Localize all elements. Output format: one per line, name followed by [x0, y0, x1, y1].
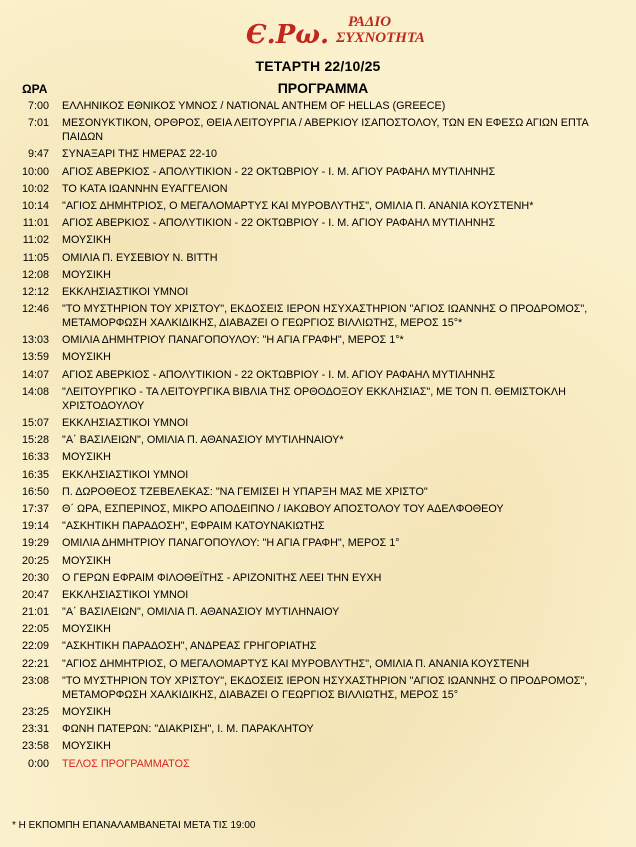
schedule-end-label: ΤΕΛΟΣ ΠΡΟΓΡΑΜΜΑΤΟΣ [62, 757, 190, 770]
schedule-program: ΜΕΣΟΝΥΚΤΙΚΟΝ, ΟΡΘΡΟΣ, ΘΕΙΑ ΛΕΙΤΟΥΡΓΙΑ / ΑΒΕΡΚΙΟΥ ΙΣΑΠΟΣΤΟΛΟΥ, ΤΩΝ ΕΝ ΕΦΕΣΩ ΑΓΙΩΝ ΕΠΤΑ ΠΑΙΔΩΝ [62, 117, 589, 144]
schedule-row [0, 502, 636, 516]
schedule-row [0, 705, 636, 719]
schedule-row [0, 433, 636, 447]
schedule-row [0, 519, 636, 533]
schedule-time: 13:59 [21, 351, 49, 364]
schedule-program: ΜΟΥΣΙΚΗ [62, 706, 111, 718]
schedule-row [0, 216, 636, 230]
footnote: * Η ΕΚΠΟΜΠΗ ΕΠΑΝΑΛΑΜΒΑΝΕΤΑΙ ΜΕΤΑ ΤΙΣ 19:00 [12, 820, 256, 831]
schedule-row [0, 605, 636, 619]
schedule-program: ΤΟ ΚΑΤΑ ΙΩΑΝΝΗΝ ΕΥΑΓΓΕΛΙΟΝ [62, 182, 228, 195]
schedule-time: 7:01 [27, 117, 49, 130]
schedule-program: ΟΜΙΛΙΑ Π. ΕΥΣΕΒΙΟΥ Ν. ΒΙΤΤΗ [62, 251, 218, 264]
schedule-program: ΜΟΥΣΙΚΗ [62, 351, 111, 364]
schedule-program: "ΤΟ ΜΥΣΤΗΡΙΟΝ ΤΟΥ ΧΡΙΣΤΟΥ", ΕΚΔΟΣΕΙΣ ΙΕΡΟΝ ΗΣΥΧΑΣΤΗΡΙΟΝ "ΑΓΙΟΣ ΙΩΑΝΝΗΣ Ο ΠΡΟΔΡΟΜΟΣ", ΜΕΤΑΜΟΡΦΩΣΗ ΧΑΛΚΙΔΙΚΗΣ, ΔΙΑΒΑΖΕΙ Ο ΓΕΩΡΓΙΟΣ ΒΙΛΛΙΩΤΗΣ, ΜΕΡΟΣ 15°* [62, 303, 588, 330]
schedule-row [0, 536, 636, 550]
schedule-row [0, 416, 636, 430]
schedule-row [0, 674, 636, 702]
schedule-program: ΣΥΝΑΞΑΡΙ ΤΗΣ ΗΜΕΡΑΣ 22-10 [62, 148, 218, 161]
schedule-time: 7:00 [27, 100, 49, 112]
schedule-time: 11:02 [22, 234, 49, 247]
schedule-row [0, 385, 636, 413]
schedule-row [0, 622, 636, 636]
schedule-time: 16:33 [21, 451, 49, 464]
schedule-program: ΑΓΙΟΣ ΑΒΕΡΚΙΟΣ - ΑΠΟΛΥΤΙΚΙΟΝ - 22 ΟΚΤΩΒΡΙΟΥ - Ι. Μ. ΑΓΙΟΥ ΡΑΦΑΗΛ ΜΥΤΙΛΗΝΗΣ [62, 217, 496, 230]
schedule-row [0, 468, 636, 482]
schedule-row [0, 165, 636, 179]
schedule-program: "ΑΓΙΟΣ ΔΗΜΗΤΡΙΟΣ, Ο ΜΕΓΑΛΟΜΑΡΤΥΣ ΚΑΙ ΜΥΡΟΒΛΥΤΗΣ", ΟΜΙΛΙΑ Π. ΑΝΑΝΙΑ ΚΟΥΣΤΕΝΗ* [62, 199, 534, 212]
brand-line-2: ΣΥΧΝΟΤΗΤΑ [336, 30, 425, 46]
schedule-time: 20:30 [21, 571, 49, 584]
schedule-program: ΜΟΥΣΙΚΗ [62, 740, 111, 753]
schedule-list [0, 99, 636, 774]
schedule-program: ΟΜΙΛΙΑ ΔΗΜΗΤΡΙΟΥ ΠΑΝΑΓΟΠΟΥΛΟΥ: "Η ΑΓΙΑ ΓΡΑΦΗ", ΜΕΡΟΣ 1°* [62, 334, 404, 347]
schedule-program: Π. ΔΩΡΟΘΕΟΣ ΤΖΕΒΕΛΕΚΑΣ: "ΝΑ ΓΕΜΙΣΕΙ Η ΥΠΑΡΞΗ ΜΑΣ ΜΕ ΧΡΙΣΤΟ" [62, 485, 428, 498]
schedule-row [0, 350, 636, 364]
schedule-row [0, 571, 636, 585]
schedule-program: "ΑΓΙΟΣ ΔΗΜΗΤΡΙΟΣ, Ο ΜΕΓΑΛΟΜΑΡΤΥΣ ΚΑΙ ΜΥΡΟΒΛΥΤΗΣ", ΟΜΙΛΙΑ Π. ΑΝΑΝΙΑ ΚΟΥΣΤΕΝΗ [62, 657, 530, 670]
station-header [0, 6, 636, 54]
brand-line-1: ΡΑΔΙΟ [348, 14, 392, 30]
schedule-time: 15:28 [21, 434, 49, 447]
schedule-row [0, 116, 636, 144]
schedule-time: 22:09 [21, 640, 49, 653]
schedule-row [0, 739, 636, 753]
schedule-time: 16:35 [21, 468, 49, 481]
schedule-row [0, 722, 636, 736]
schedule-time: 21:01 [21, 606, 49, 619]
schedule-time: 10:02 [21, 182, 49, 195]
schedule-program: "Α΄ ΒΑΣΙΛΕΙΩΝ", ΟΜΙΛΙΑ Π. ΑΘΑΝΑΣΙΟΥ ΜΥΤΙΛΗΝΑΙΟΥ [62, 606, 340, 619]
schedule-row [0, 233, 636, 247]
schedule-time: 10:00 [21, 165, 49, 178]
schedule-program: ΕΚΚΛΗΣΙΑΣΤΙΚΟΙ ΥΜΝΟΙ [62, 285, 189, 298]
schedule-program: ΕΚΚΛΗΣΙΑΣΤΙΚΟΙ ΥΜΝΟΙ [62, 468, 189, 481]
schedule-time: 11:01 [22, 217, 49, 230]
schedule-row [0, 639, 636, 653]
schedule-time: 19:14 [21, 520, 49, 533]
schedule-program: ΜΟΥΣΙΚΗ [62, 623, 111, 636]
schedule-time: 19:29 [21, 537, 49, 550]
schedule-program: "ΤΟ ΜΥΣΤΗΡΙΟΝ ΤΟΥ ΧΡΙΣΤΟΥ", ΕΚΔΟΣΕΙΣ ΙΕΡΟΝ ΗΣΥΧΑΣΤΗΡΙΟΝ "ΑΓΙΟΣ ΙΩΑΝΝΗΣ Ο ΠΡΟΔΡΟΜΟΣ", ΜΕΤΑΜΟΡΦΩΣΗ ΧΑΛΚΙΔΙΚΗΣ, ΔΙΑΒΑΖΕΙ Ο ΓΕΩΡΓΙΟΣ ΒΙΛΛΙΩΤΗΣ, ΜΕΡΟΣ 15° [62, 674, 588, 701]
schedule-row [0, 485, 636, 499]
station-logo: Є.Ρω. [246, 20, 330, 50]
schedule-row [0, 333, 636, 347]
schedule-row [0, 368, 636, 382]
schedule-row [0, 757, 636, 771]
schedule-program: "ΑΣΚΗΤΙΚΗ ΠΑΡΑΔΟΣΗ", ΕΦΡΑΙΜ ΚΑΤΟΥΝΑΚΙΩΤΗΣ [62, 520, 325, 533]
schedule-time: 9:47 [27, 148, 49, 161]
schedule-time: 23:08 [21, 674, 49, 687]
schedule-time: 12:46 [21, 303, 49, 316]
schedule-time: 20:47 [21, 588, 49, 601]
schedule-time: 14:07 [21, 368, 49, 381]
schedule-row [0, 554, 636, 568]
schedule-program: ΕΛΛΗΝΙΚΟΣ ΕΘΝΙΚΟΣ ΥΜΝΟΣ / NATIONAL ANTHEM OF HELLAS (GREECE) [62, 100, 446, 112]
schedule-row [0, 657, 636, 671]
schedule-time: 10:14 [21, 199, 49, 212]
schedule-row [0, 199, 636, 213]
schedule-time: 16:50 [21, 485, 49, 498]
schedule-time: 0:00 [27, 757, 49, 770]
schedule-row [0, 268, 636, 282]
schedule-program: ΦΩΝΗ ΠΑΤΕΡΩΝ: "ΔΙΑΚΡΙΣΗ", Ι. Μ. ΠΑΡΑΚΛΗΤΟΥ [62, 723, 314, 736]
station-brand [336, 14, 425, 46]
schedule-time: 15:07 [21, 417, 49, 429]
schedule-time: 22:21 [21, 657, 49, 670]
program-column-header: ΠΡΟΓΡΑΜΜΑ [277, 80, 369, 96]
schedule-program: "ΛΕΙΤΟΥΡΓΙΚΟ - ΤΑ ΛΕΙΤΟΥΡΓΙΚΑ ΒΙΒΛΙΑ ΤΗΣ ΟΡΘΟΔΟΞΟΥ ΕΚΚΛΗΣΙΑΣ", ΜΕ ΤΟΝ Π. ΘΕΜΙΣΤΟΚΛΗ ΧΡΙΣΤΟΔΟΥΛΟΥ [62, 385, 566, 412]
schedule-time: 11:05 [22, 251, 49, 264]
schedule-date: ΤΕΤΑΡΤΗ 22/10/25 [255, 58, 381, 74]
schedule-program: Ο ΓΕΡΩΝ ΕΦΡΑΙΜ ΦΙΛΟΘΕΪΤΗΣ - ΑΡΙΖΟΝΙΤΗΣ ΛΕΕΙ ΤΗΝ ΕΥΧΗ [62, 571, 382, 584]
schedule-time: 20:25 [21, 554, 49, 567]
schedule-time: 14:08 [21, 385, 49, 398]
schedule-program: ΕΚΚΛΗΣΙΑΣΤΙΚΟΙ ΥΜΝΟΙ [62, 588, 189, 601]
schedule-program: "Α΄ ΒΑΣΙΛΕΙΩΝ", ΟΜΙΛΙΑ Π. ΑΘΑΝΑΣΙΟΥ ΜΥΤΙΛΗΝΑΙΟΥ* [62, 434, 344, 447]
schedule-row [0, 588, 636, 602]
schedule-program: ΜΟΥΣΙΚΗ [62, 234, 111, 247]
schedule-time: 23:31 [21, 723, 49, 736]
schedule-time: 12:12 [21, 285, 49, 298]
schedule-row [0, 285, 636, 299]
schedule-time: 17:37 [21, 502, 49, 515]
schedule-time: 12:08 [21, 268, 49, 281]
schedule-row [0, 99, 636, 113]
schedule-program: ΟΜΙΛΙΑ ΔΗΜΗΤΡΙΟΥ ΠΑΝΑΓΟΠΟΥΛΟΥ: "Η ΑΓΙΑ ΓΡΑΦΗ", ΜΕΡΟΣ 1° [62, 537, 400, 550]
schedule-time: 22:05 [21, 623, 49, 636]
schedule-row [0, 450, 636, 464]
schedule-time: 23:25 [21, 706, 49, 718]
schedule-program: ΜΟΥΣΙΚΗ [62, 554, 111, 567]
schedule-program: ΜΟΥΣΙΚΗ [62, 268, 111, 281]
schedule-time: 23:58 [21, 740, 49, 753]
schedule-program: ΜΟΥΣΙΚΗ [62, 451, 111, 464]
schedule-row [0, 182, 636, 196]
schedule-program: ΕΚΚΛΗΣΙΑΣΤΙΚΟΙ ΥΜΝΟΙ [62, 417, 189, 429]
schedule-row [0, 302, 636, 330]
time-column-header: ΩΡΑ [22, 82, 48, 96]
schedule-program: ΑΓΙΟΣ ΑΒΕΡΚΙΟΣ - ΑΠΟΛΥΤΙΚΙΟΝ - 22 ΟΚΤΩΒΡΙΟΥ - Ι. Μ. ΑΓΙΟΥ ΡΑΦΑΗΛ ΜΥΤΙΛΗΝΗΣ [62, 368, 496, 381]
schedule-time: 13:03 [21, 334, 49, 347]
schedule-program: Θ΄ ΩΡΑ, ΕΣΠΕΡΙΝΟΣ, ΜΙΚΡΟ ΑΠΟΔΕΙΠΝΟ / ΙΑΚΩΒΟΥ ΑΠΟΣΤΟΛΟΥ ΤΟΥ ΑΔΕΛΦΟΘΕΟΥ [62, 502, 504, 515]
schedule-program: ΑΓΙΟΣ ΑΒΕΡΚΙΟΣ - ΑΠΟΛΥΤΙΚΙΟΝ - 22 ΟΚΤΩΒΡΙΟΥ - Ι. Μ. ΑΓΙΟΥ ΡΑΦΑΗΛ ΜΥΤΙΛΗΝΗΣ [62, 165, 496, 178]
schedule-row [0, 251, 636, 265]
schedule-program: "ΑΣΚΗΤΙΚΗ ΠΑΡΑΔΟΣΗ", ΑΝΔΡΕΑΣ ΓΡΗΓΟΡΙΑΤΗΣ [62, 640, 317, 653]
schedule-row [0, 147, 636, 161]
